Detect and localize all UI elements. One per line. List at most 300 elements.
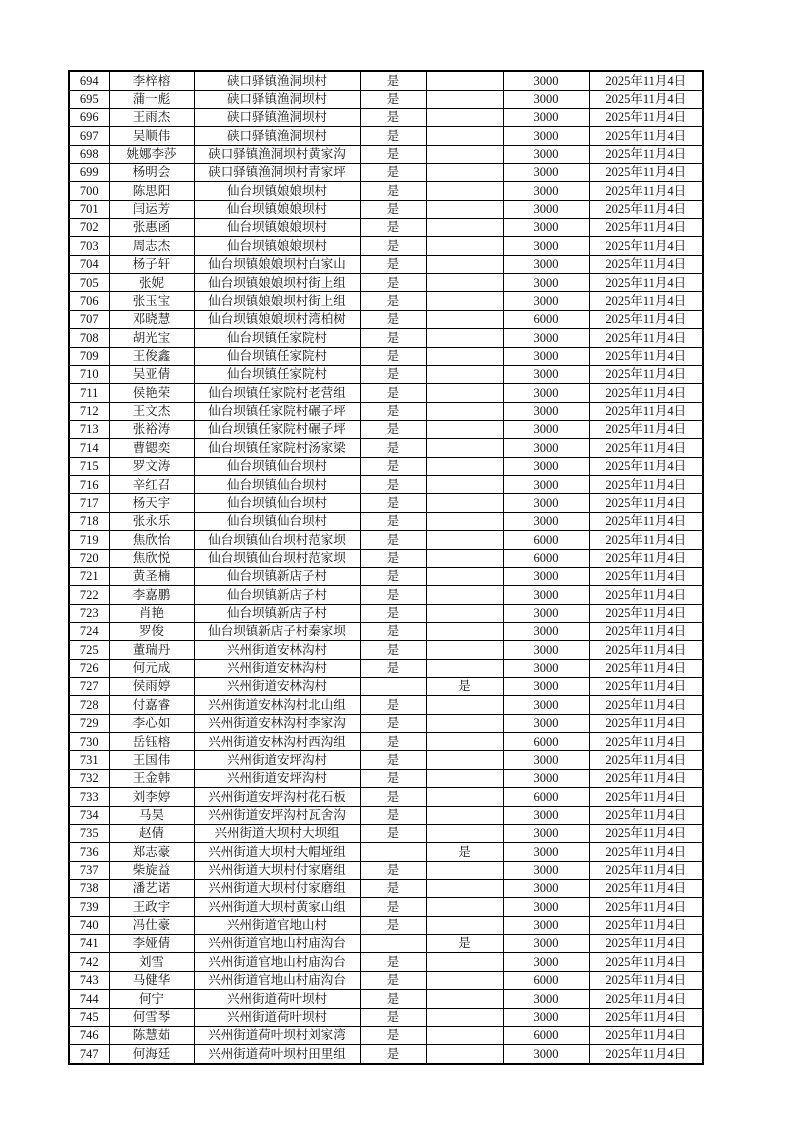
cell-village: 仙台坝镇仙台坝村范家坝 [194,531,360,549]
cell-amount: 3000 [503,402,589,420]
cell-date: 2025年11月4日 [589,1008,703,1026]
cell-confirm-secondary: 是 [426,678,503,696]
table-row [69,347,703,365]
cell-village: 硖口驿镇渔洞坝村 [194,71,360,90]
cell-village: 仙台坝镇娘娘坝村街上组 [194,274,360,292]
cell-confirm-secondary [426,402,503,420]
cell-serial-number: 746 [69,1026,109,1044]
cell-serial-number: 730 [69,733,109,751]
cell-serial-number: 742 [69,953,109,971]
cell-date: 2025年11月4日 [589,457,703,475]
cell-date: 2025年11月4日 [589,255,703,273]
cell-date: 2025年11月4日 [589,678,703,696]
cell-serial-number: 747 [69,1045,109,1064]
cell-serial-number: 732 [69,769,109,787]
table-row [69,788,703,806]
cell-confirm-primary: 是 [360,622,426,640]
cell-serial-number: 723 [69,604,109,622]
cell-date: 2025年11月4日 [589,567,703,585]
table-row [69,824,703,842]
cell-name: 何宁 [109,990,194,1008]
cell-confirm-secondary [426,255,503,273]
cell-name: 何海廷 [109,1045,194,1064]
cell-date: 2025年11月4日 [589,733,703,751]
cell-serial-number: 724 [69,622,109,640]
table-row [69,182,703,200]
cell-confirm-secondary [426,494,503,512]
cell-date: 2025年11月4日 [589,402,703,420]
cell-confirm-secondary [426,531,503,549]
cell-confirm-primary: 是 [360,219,426,237]
cell-serial-number: 727 [69,678,109,696]
cell-date: 2025年11月4日 [589,641,703,659]
table-row [69,255,703,273]
cell-village: 兴州街道安林沟村李家沟 [194,714,360,732]
cell-amount: 3000 [503,494,589,512]
cell-confirm-primary: 是 [360,200,426,218]
cell-serial-number: 731 [69,751,109,769]
cell-serial-number: 700 [69,182,109,200]
cell-confirm-primary [360,678,426,696]
cell-amount: 3000 [503,879,589,897]
cell-name: 陈思阳 [109,182,194,200]
cell-village: 仙台坝镇新店子村 [194,567,360,585]
cell-name: 曹锶奕 [109,439,194,457]
cell-village: 兴州街道安坪沟村瓦舍沟 [194,806,360,824]
cell-confirm-primary: 是 [360,494,426,512]
cell-village: 兴州街道安林沟村 [194,659,360,677]
table-row [69,494,703,512]
cell-village: 仙台坝镇仙台坝村 [194,512,360,530]
table-row [69,604,703,622]
cell-confirm-primary: 是 [360,971,426,989]
cell-name: 马昊 [109,806,194,824]
cell-village: 兴州街道安林沟村西沟组 [194,733,360,751]
cell-name: 李嘉鹏 [109,586,194,604]
cell-name: 周志杰 [109,237,194,255]
cell-amount: 3000 [503,990,589,1008]
cell-name: 辛红召 [109,476,194,494]
cell-serial-number: 711 [69,384,109,402]
table-row [69,971,703,989]
cell-amount: 3000 [503,696,589,714]
cell-confirm-primary: 是 [360,879,426,897]
cell-confirm-primary: 是 [360,990,426,1008]
cell-confirm-primary: 是 [360,347,426,365]
table-row [69,641,703,659]
cell-serial-number: 695 [69,90,109,108]
cell-amount: 3000 [503,457,589,475]
cell-amount: 3000 [503,953,589,971]
cell-amount: 3000 [503,512,589,530]
cell-amount: 3000 [503,329,589,347]
cell-serial-number: 720 [69,549,109,567]
cell-village: 兴州街道安坪沟村 [194,769,360,787]
cell-confirm-primary: 是 [360,549,426,567]
table-row [69,567,703,585]
cell-serial-number: 696 [69,108,109,126]
cell-confirm-primary: 是 [360,163,426,181]
cell-date: 2025年11月4日 [589,200,703,218]
table-row [69,127,703,145]
cell-serial-number: 710 [69,365,109,383]
cell-name: 张裕涛 [109,421,194,439]
cell-village: 兴州街道官地山村 [194,916,360,934]
cell-confirm-secondary [426,971,503,989]
cell-confirm-primary: 是 [360,641,426,659]
table-row [69,402,703,420]
cell-amount: 3000 [503,935,589,953]
table-row [69,71,703,90]
cell-date: 2025年11月4日 [589,769,703,787]
cell-serial-number: 734 [69,806,109,824]
cell-serial-number: 743 [69,971,109,989]
cell-amount: 3000 [503,292,589,310]
cell-date: 2025年11月4日 [589,971,703,989]
table-row [69,806,703,824]
table-row [69,586,703,604]
cell-confirm-primary: 是 [360,71,426,90]
cell-serial-number: 701 [69,200,109,218]
cell-village: 兴州街道安林沟村 [194,641,360,659]
table-row [69,733,703,751]
cell-confirm-primary: 是 [360,531,426,549]
cell-date: 2025年11月4日 [589,310,703,328]
cell-name: 刘雪 [109,953,194,971]
table-row [69,861,703,879]
cell-village: 仙台坝镇娘娘坝村 [194,182,360,200]
cell-serial-number: 718 [69,512,109,530]
cell-amount: 3000 [503,714,589,732]
cell-name: 王文杰 [109,402,194,420]
cell-confirm-primary: 是 [360,90,426,108]
cell-village: 兴州街道安林沟村 [194,678,360,696]
cell-confirm-secondary [426,806,503,824]
cell-confirm-secondary [426,1045,503,1064]
cell-date: 2025年11月4日 [589,108,703,126]
cell-village: 仙台坝镇任家院村老营组 [194,384,360,402]
table-row [69,1045,703,1064]
cell-serial-number: 712 [69,402,109,420]
cell-confirm-primary: 是 [360,127,426,145]
cell-name: 张惠函 [109,219,194,237]
cell-confirm-secondary [426,347,503,365]
cell-name: 杨明会 [109,163,194,181]
cell-name: 王政宇 [109,898,194,916]
cell-serial-number: 699 [69,163,109,181]
cell-confirm-primary: 是 [360,806,426,824]
cell-date: 2025年11月4日 [589,806,703,824]
cell-confirm-secondary [426,439,503,457]
cell-name: 蒲一彪 [109,90,194,108]
cell-name: 邓晓慧 [109,310,194,328]
cell-serial-number: 705 [69,274,109,292]
cell-confirm-primary: 是 [360,714,426,732]
cell-confirm-secondary [426,990,503,1008]
cell-name: 董瑞丹 [109,641,194,659]
cell-confirm-secondary [426,879,503,897]
cell-amount: 3000 [503,898,589,916]
cell-date: 2025年11月4日 [589,788,703,806]
cell-village: 兴州街道官地山村庙沟台 [194,953,360,971]
table-row [69,237,703,255]
cell-date: 2025年11月4日 [589,751,703,769]
cell-amount: 3000 [503,145,589,163]
cell-date: 2025年11月4日 [589,384,703,402]
cell-date: 2025年11月4日 [589,219,703,237]
cell-name: 闫运芳 [109,200,194,218]
table-row [69,714,703,732]
cell-amount: 3000 [503,384,589,402]
table-row [69,935,703,953]
cell-date: 2025年11月4日 [589,182,703,200]
cell-amount: 3000 [503,806,589,824]
cell-date: 2025年11月4日 [589,531,703,549]
cell-date: 2025年11月4日 [589,329,703,347]
cell-amount: 3000 [503,237,589,255]
table-row [69,310,703,328]
cell-confirm-secondary [426,292,503,310]
cell-village: 兴州街道大坝村黄家山组 [194,898,360,916]
cell-village: 兴州街道大坝村大坝组 [194,824,360,842]
cell-name: 李娅倩 [109,935,194,953]
cell-confirm-secondary [426,549,503,567]
cell-name: 王俊鑫 [109,347,194,365]
table-row [69,696,703,714]
cell-date: 2025年11月4日 [589,622,703,640]
cell-village: 仙台坝镇任家院村碾子坪 [194,402,360,420]
cell-village: 仙台坝镇娘娘坝村 [194,237,360,255]
cell-confirm-primary: 是 [360,108,426,126]
cell-amount: 3000 [503,751,589,769]
table-row [69,916,703,934]
cell-confirm-secondary [426,200,503,218]
cell-confirm-secondary [426,916,503,934]
cell-date: 2025年11月4日 [589,127,703,145]
cell-date: 2025年11月4日 [589,696,703,714]
cell-confirm-primary: 是 [360,292,426,310]
table-row [69,476,703,494]
table-row [69,678,703,696]
cell-date: 2025年11月4日 [589,494,703,512]
cell-date: 2025年11月4日 [589,1045,703,1064]
cell-confirm-secondary [426,769,503,787]
cell-confirm-secondary [426,898,503,916]
cell-confirm-primary: 是 [360,1008,426,1026]
cell-name: 柴旋益 [109,861,194,879]
cell-date: 2025年11月4日 [589,145,703,163]
cell-confirm-secondary [426,182,503,200]
cell-amount: 3000 [503,476,589,494]
cell-confirm-secondary [426,274,503,292]
cell-date: 2025年11月4日 [589,512,703,530]
cell-name: 王雨杰 [109,108,194,126]
cell-date: 2025年11月4日 [589,71,703,90]
cell-date: 2025年11月4日 [589,879,703,897]
table-row [69,1026,703,1044]
cell-confirm-primary: 是 [360,953,426,971]
records-tbody [69,71,703,1064]
cell-confirm-primary: 是 [360,751,426,769]
cell-confirm-secondary [426,586,503,604]
cell-amount: 6000 [503,971,589,989]
cell-amount: 3000 [503,421,589,439]
cell-serial-number: 694 [69,71,109,90]
cell-serial-number: 708 [69,329,109,347]
table-row [69,292,703,310]
cell-amount: 6000 [503,549,589,567]
cell-confirm-primary: 是 [360,439,426,457]
cell-confirm-primary: 是 [360,788,426,806]
cell-confirm-primary: 是 [360,733,426,751]
cell-name: 马健华 [109,971,194,989]
records-table [68,70,704,1065]
cell-name: 胡光宝 [109,329,194,347]
cell-confirm-primary: 是 [360,567,426,585]
cell-village: 仙台坝镇任家院村 [194,365,360,383]
cell-confirm-primary: 是 [360,1026,426,1044]
cell-amount: 3000 [503,604,589,622]
cell-amount: 3000 [503,586,589,604]
cell-date: 2025年11月4日 [589,861,703,879]
cell-name: 王金韩 [109,769,194,787]
cell-confirm-secondary [426,567,503,585]
cell-confirm-secondary [426,163,503,181]
cell-confirm-primary: 是 [360,237,426,255]
cell-serial-number: 707 [69,310,109,328]
cell-amount: 3000 [503,90,589,108]
cell-confirm-secondary [426,476,503,494]
cell-village: 仙台坝镇新店子村 [194,604,360,622]
cell-confirm-primary: 是 [360,604,426,622]
cell-serial-number: 745 [69,1008,109,1026]
cell-name: 杨天宇 [109,494,194,512]
cell-date: 2025年11月4日 [589,953,703,971]
cell-confirm-primary: 是 [360,310,426,328]
cell-serial-number: 738 [69,879,109,897]
cell-village: 仙台坝镇娘娘坝村 [194,219,360,237]
cell-confirm-secondary [426,1026,503,1044]
cell-serial-number: 706 [69,292,109,310]
cell-confirm-secondary: 是 [426,935,503,953]
cell-amount: 3000 [503,769,589,787]
cell-date: 2025年11月4日 [589,421,703,439]
cell-serial-number: 740 [69,916,109,934]
cell-confirm-primary: 是 [360,255,426,273]
table-row [69,843,703,861]
table-row [69,751,703,769]
cell-serial-number: 735 [69,824,109,842]
cell-confirm-secondary [426,622,503,640]
cell-name: 姚娜李莎 [109,145,194,163]
cell-serial-number: 704 [69,255,109,273]
cell-confirm-primary: 是 [360,586,426,604]
cell-amount: 3000 [503,108,589,126]
cell-date: 2025年11月4日 [589,659,703,677]
cell-name: 罗文涛 [109,457,194,475]
cell-name: 潘艺诺 [109,879,194,897]
cell-amount: 3000 [503,659,589,677]
cell-amount: 3000 [503,567,589,585]
table-row [69,274,703,292]
table-row [69,421,703,439]
cell-village: 仙台坝镇新店子村 [194,586,360,604]
cell-serial-number: 714 [69,439,109,457]
cell-village: 仙台坝镇任家院村碾子坪 [194,421,360,439]
cell-confirm-primary: 是 [360,861,426,879]
cell-village: 仙台坝镇娘娘坝村湾柏树 [194,310,360,328]
cell-name: 王国伟 [109,751,194,769]
cell-confirm-secondary [426,604,503,622]
cell-serial-number: 725 [69,641,109,659]
table-row [69,512,703,530]
cell-serial-number: 737 [69,861,109,879]
cell-confirm-secondary [426,421,503,439]
cell-village: 兴州街道安坪沟村 [194,751,360,769]
cell-village: 硖口驿镇渔洞坝村黄家沟 [194,145,360,163]
cell-date: 2025年11月4日 [589,347,703,365]
cell-name: 罗俊 [109,622,194,640]
cell-date: 2025年11月4日 [589,90,703,108]
cell-name: 张妮 [109,274,194,292]
cell-date: 2025年11月4日 [589,824,703,842]
cell-serial-number: 702 [69,219,109,237]
cell-confirm-secondary [426,457,503,475]
cell-amount: 6000 [503,733,589,751]
cell-village: 仙台坝镇新店子村秦家坝 [194,622,360,640]
cell-name: 吴亚倩 [109,365,194,383]
cell-date: 2025年11月4日 [589,714,703,732]
cell-village: 仙台坝镇任家院村 [194,329,360,347]
cell-confirm-secondary [426,714,503,732]
cell-date: 2025年11月4日 [589,916,703,934]
cell-village: 兴州街道安坪沟村花石板 [194,788,360,806]
cell-name: 冯仕豪 [109,916,194,934]
cell-date: 2025年11月4日 [589,439,703,457]
cell-confirm-primary: 是 [360,365,426,383]
cell-village: 兴州街道官地山村庙沟台 [194,971,360,989]
cell-confirm-secondary [426,71,503,90]
cell-confirm-primary: 是 [360,769,426,787]
cell-amount: 3000 [503,843,589,861]
cell-amount: 3000 [503,365,589,383]
cell-amount: 3000 [503,347,589,365]
cell-amount: 6000 [503,1026,589,1044]
cell-amount: 3000 [503,255,589,273]
table-row [69,90,703,108]
cell-date: 2025年11月4日 [589,843,703,861]
cell-name: 焦欣怡 [109,531,194,549]
cell-amount: 3000 [503,1045,589,1064]
cell-date: 2025年11月4日 [589,476,703,494]
cell-village: 仙台坝镇仙台坝村 [194,457,360,475]
cell-serial-number: 715 [69,457,109,475]
table-row [69,990,703,1008]
cell-confirm-primary: 是 [360,402,426,420]
cell-amount: 3000 [503,200,589,218]
cell-confirm-secondary [426,1008,503,1026]
cell-confirm-secondary [426,659,503,677]
cell-amount: 3000 [503,641,589,659]
cell-name: 李梓榕 [109,71,194,90]
cell-amount: 3000 [503,861,589,879]
cell-date: 2025年11月4日 [589,549,703,567]
cell-serial-number: 717 [69,494,109,512]
cell-village: 兴州街道大坝村大帽垭组 [194,843,360,861]
cell-name: 何雪琴 [109,1008,194,1026]
cell-amount: 3000 [503,127,589,145]
cell-date: 2025年11月4日 [589,604,703,622]
